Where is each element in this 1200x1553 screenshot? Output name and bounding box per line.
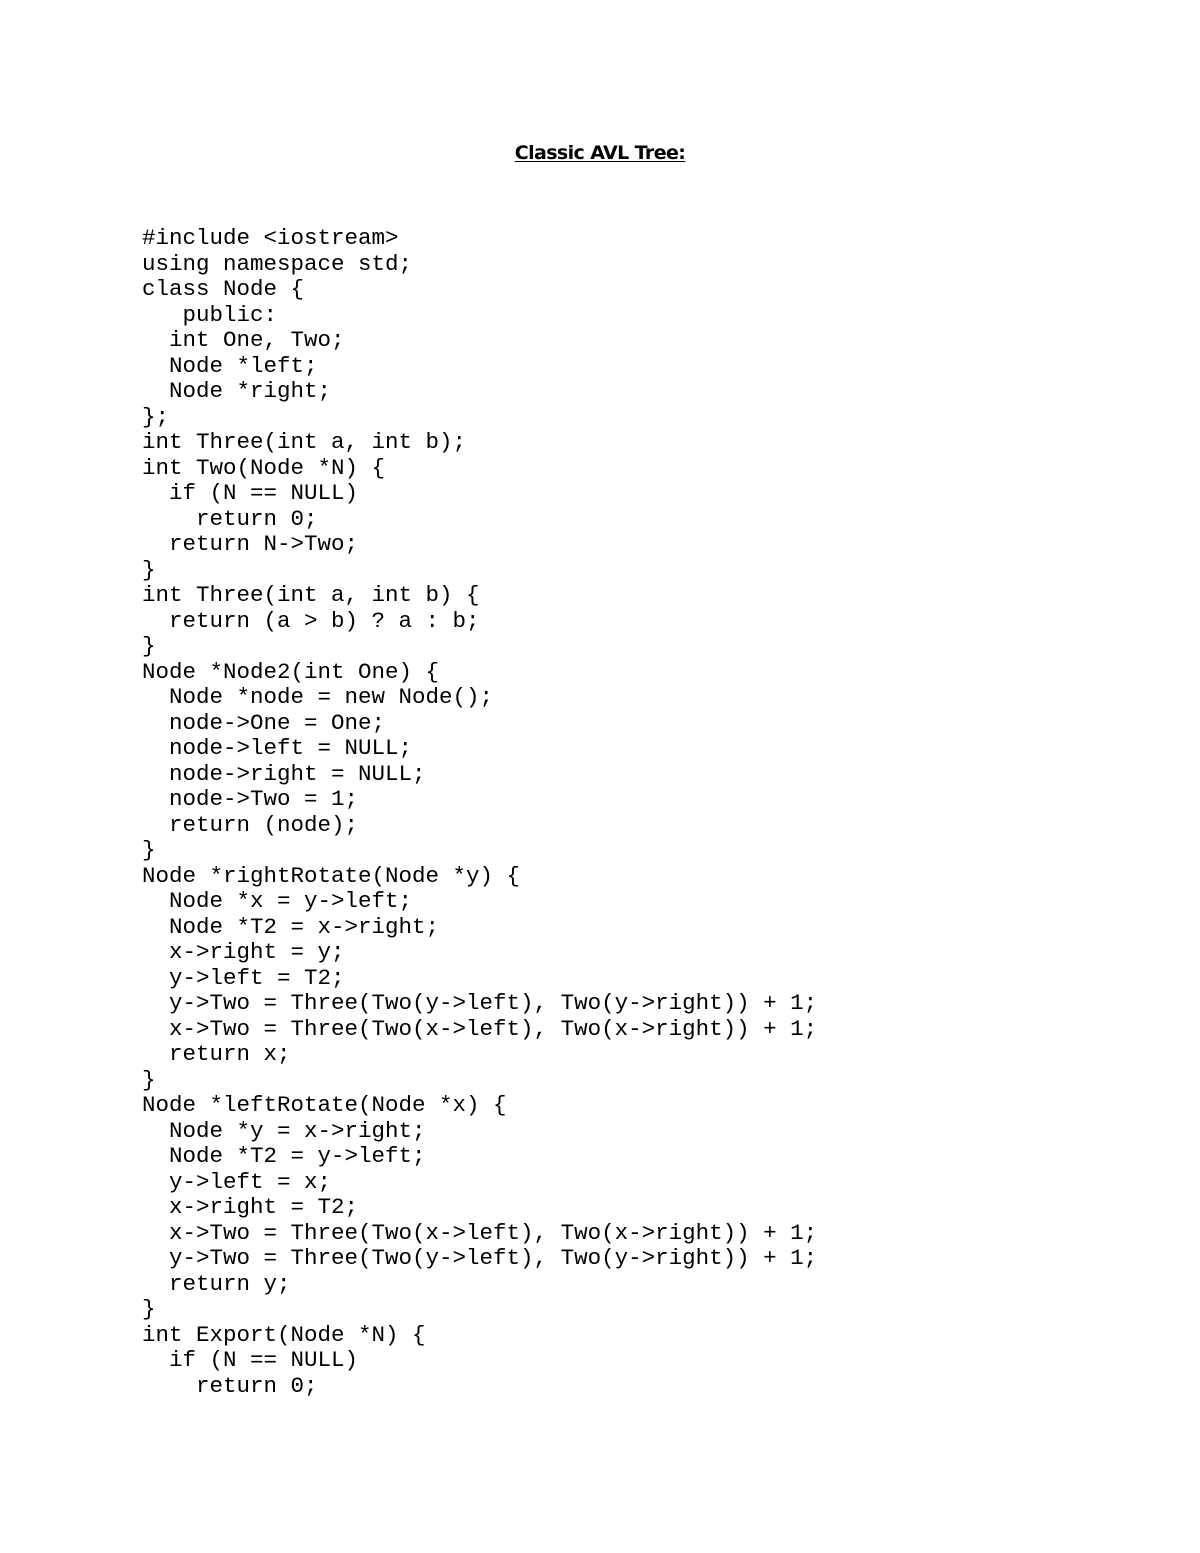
code-line: int Three(int a, int b);: [142, 429, 467, 455]
code-line: return 0;: [142, 1372, 318, 1399]
code-line: return x;: [142, 1041, 291, 1067]
code-line: }: [142, 1296, 156, 1322]
code-line: node->right = NULL;: [142, 760, 426, 787]
code-line: }: [142, 837, 156, 863]
code-line: #include <iostream>: [142, 225, 399, 251]
code-line: x->Two = Three(Two(x->left), Two(x->right)) + 1;: [142, 1015, 818, 1042]
code-line: Node *node = new Node();: [142, 684, 494, 710]
document-title: Classic AVL Tree:: [514, 142, 686, 164]
code-line: y->Two = Three(Two(y->left), Two(y->right)) + 1;: [142, 1245, 818, 1271]
code-line: int Three(int a, int b) {: [142, 582, 480, 608]
code-line: };: [142, 403, 170, 430]
code-line: Node *T2 = y->left;: [142, 1143, 426, 1169]
code-line: class Node {: [142, 276, 305, 302]
code-line: Node *T2 = x->right;: [142, 913, 440, 940]
code-line: int Two(Node *N) {: [142, 454, 386, 481]
code-line: }: [142, 633, 156, 659]
code-line: y->left = x;: [142, 1168, 332, 1195]
code-line: return 0;: [142, 505, 318, 532]
code-line: if (N == NULL): [142, 480, 359, 506]
code-line: using namespace std;: [142, 250, 413, 277]
code-line: y->left = T2;: [142, 964, 345, 991]
code-line: Node *leftRotate(Node *x) {: [142, 1092, 507, 1118]
code-line: Node *y = x->right;: [142, 1117, 426, 1144]
code-line: x->right = T2;: [142, 1194, 359, 1220]
code-line: Node *Node2(int One) {: [142, 658, 440, 685]
code-line: }: [142, 556, 156, 583]
code-line: Node *rightRotate(Node *y) {: [142, 862, 521, 889]
code-line: x->right = y;: [142, 939, 345, 965]
code-line: node->Two = 1;: [142, 786, 359, 812]
code-line: return (node);: [142, 811, 359, 838]
code-line: }: [142, 1066, 156, 1093]
code-line: int One, Two;: [142, 327, 345, 353]
code-line: return N->Two;: [142, 531, 359, 557]
code-line: Node *right;: [142, 378, 332, 404]
code-line: node->left = NULL;: [142, 735, 413, 761]
code-line: Node *x = y->left;: [142, 888, 413, 914]
code-line: x->Two = Three(Two(x->left), Two(x->right)) + 1;: [142, 1219, 818, 1246]
code-line: if (N == NULL): [142, 1347, 359, 1373]
code-line: public:: [142, 301, 278, 328]
code-line: int Export(Node *N) {: [142, 1321, 426, 1348]
code-line: return y;: [142, 1270, 291, 1297]
code-listing: [142, 226, 817, 1399]
code-line: return (a > b) ? a : b;: [142, 607, 480, 634]
code-line: y->Two = Three(Two(y->left), Two(y->right)) + 1;: [142, 990, 818, 1016]
code-line: Node *left;: [142, 352, 318, 379]
code-line: node->One = One;: [142, 709, 386, 736]
